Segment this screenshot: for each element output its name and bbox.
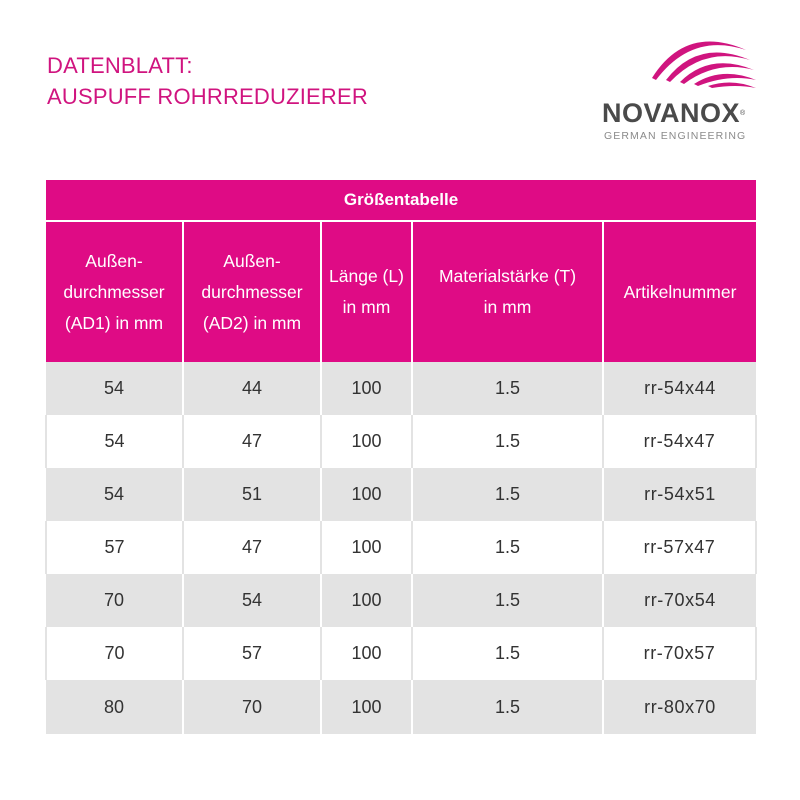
- table-row: [46, 415, 756, 468]
- cell-thickness: 1.5: [412, 415, 603, 468]
- cell-article-number: rr-70x54: [603, 574, 756, 627]
- cell-length: 100: [321, 627, 412, 680]
- column-header-article-number: [603, 221, 756, 362]
- cell-length: 100: [321, 521, 412, 574]
- cell-length: 100: [321, 415, 412, 468]
- cell-ad1: 80: [46, 680, 183, 734]
- cell-length: 100: [321, 468, 412, 521]
- table-row: [46, 680, 756, 734]
- logo-tagline: GERMAN ENGINEERING: [604, 130, 747, 142]
- cell-article-number: rr-70x57: [603, 627, 756, 680]
- cell-length: 100: [321, 574, 412, 627]
- cell-thickness: 1.5: [412, 680, 603, 734]
- cell-ad1: 54: [46, 468, 183, 521]
- cell-ad2: 54: [183, 574, 321, 627]
- cell-thickness: 1.5: [412, 362, 603, 415]
- column-header-thickness-line: in mm: [483, 297, 532, 317]
- column-header-ad2: [183, 221, 321, 362]
- cell-article-number: rr-54x47: [603, 415, 756, 468]
- cell-ad2: 47: [183, 415, 321, 468]
- column-header-ad2-line: (AD2) in mm: [202, 312, 302, 333]
- cell-ad1: 57: [46, 521, 183, 574]
- column-header-length: [321, 221, 412, 362]
- cell-article-number: rr-54x44: [603, 362, 756, 415]
- cell-ad2: 51: [183, 468, 321, 521]
- table-row: [46, 362, 756, 415]
- column-header-ad2-line: durchmesser: [201, 281, 303, 302]
- column-header-length-line: Länge (L): [329, 266, 404, 286]
- cell-ad2: 44: [183, 362, 321, 415]
- cell-article-number: rr-54x51: [603, 468, 756, 521]
- size-table: [45, 180, 757, 734]
- cell-ad1: 70: [46, 574, 183, 627]
- cell-ad2: 57: [183, 627, 321, 680]
- cell-ad2: 70: [183, 680, 321, 734]
- table-row: [46, 468, 756, 521]
- column-header-ad1: [46, 221, 183, 362]
- column-header-ad1-line: (AD1) in mm: [64, 312, 164, 333]
- column-header-article-number-line: Artikelnummer: [623, 281, 737, 302]
- novanox-logo: [600, 20, 760, 142]
- cell-ad1: 70: [46, 627, 183, 680]
- column-header-ad2-line: Außen-: [223, 250, 281, 271]
- page-title: [47, 50, 368, 112]
- cell-thickness: 1.5: [412, 574, 603, 627]
- cell-length: 100: [321, 680, 412, 734]
- table-row: [46, 574, 756, 627]
- logo-arc-icon: [600, 20, 760, 100]
- cell-length: 100: [321, 362, 412, 415]
- column-header-thickness-line: Materialstärke (T): [438, 266, 577, 286]
- table-caption: Größentabelle: [46, 180, 756, 221]
- table-row: [46, 521, 756, 574]
- cell-ad1: 54: [46, 415, 183, 468]
- cell-thickness: 1.5: [412, 468, 603, 521]
- title-line-1: DATENBLATT:: [47, 53, 193, 78]
- column-header-ad1-line: durchmesser: [63, 281, 165, 302]
- title-line-2: AUSPUFF ROHRREDUZIERER: [47, 84, 368, 109]
- cell-thickness: 1.5: [412, 627, 603, 680]
- cell-thickness: 1.5: [412, 521, 603, 574]
- column-header-thickness: [412, 221, 603, 362]
- cell-article-number: rr-57x47: [603, 521, 756, 574]
- table-row: [46, 627, 756, 680]
- cell-ad1: 54: [46, 362, 183, 415]
- column-header-ad1-line: Außen-: [85, 250, 143, 271]
- cell-article-number: rr-80x70: [603, 680, 756, 734]
- column-header-length-line: in mm: [342, 297, 391, 317]
- logo-wordmark: NOVANOX®: [602, 98, 746, 128]
- cell-ad2: 47: [183, 521, 321, 574]
